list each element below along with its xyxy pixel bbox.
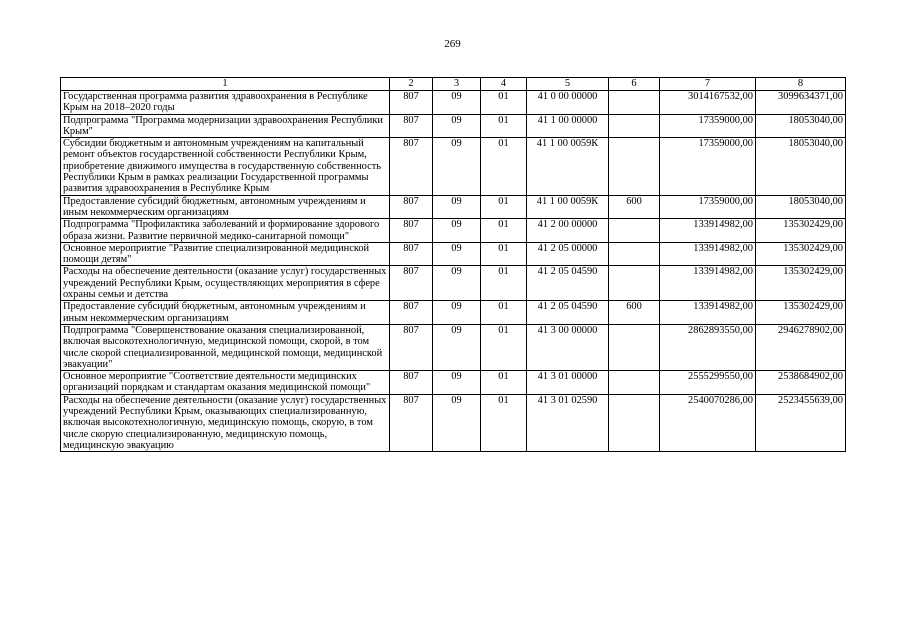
subsection-code: 01 <box>481 195 527 219</box>
ministry-code: 807 <box>390 195 433 219</box>
section-code: 09 <box>433 138 481 195</box>
item-name: Подпрограмма "Программа модернизации здравоохранения Республики Крым" <box>61 114 390 138</box>
expense-type-code: 600 <box>609 301 660 325</box>
target-article-code: 41 3 01 02590 <box>527 394 609 451</box>
subsection-code: 01 <box>481 324 527 370</box>
page-number: 269 <box>444 38 461 50</box>
subsection-code: 01 <box>481 219 527 243</box>
column-header-3: 3 <box>433 78 481 91</box>
column-header-1: 1 <box>61 78 390 91</box>
subsection-code: 01 <box>481 371 527 395</box>
ministry-code: 807 <box>390 242 433 266</box>
expense-type-code <box>609 266 660 301</box>
amount-year-2: 18053040,00 <box>756 138 846 195</box>
amount-year-1: 2540070286,00 <box>660 394 756 451</box>
column-header-2: 2 <box>390 78 433 91</box>
table-row <box>61 242 846 266</box>
subsection-code: 01 <box>481 138 527 195</box>
column-header-5: 5 <box>527 78 609 91</box>
item-name: Субсидии бюджетным и автономным учреждениям на капитальный ремонт объектов государственной собственности Республики Крым, приобретение движимого имущества в государственную собственность Республики Крым в рамках реализации Государственной программы развития здравоохранения в Республике Крым <box>61 138 390 195</box>
table-row <box>61 138 846 195</box>
amount-year-2: 135302429,00 <box>756 242 846 266</box>
amount-year-1: 3014167532,00 <box>660 91 756 115</box>
subsection-code: 01 <box>481 266 527 301</box>
table-row <box>61 114 846 138</box>
table-row <box>61 91 846 115</box>
table-row <box>61 266 846 301</box>
target-article-code: 41 1 00 0059К <box>527 138 609 195</box>
expense-type-code <box>609 242 660 266</box>
ministry-code: 807 <box>390 266 433 301</box>
header-row <box>61 78 846 91</box>
subsection-code: 01 <box>481 91 527 115</box>
amount-year-1: 2862893550,00 <box>660 324 756 370</box>
item-name: Основное мероприятие "Соответствие деятельности медицинских организаций порядкам и стандартам оказания медицинской помощи" <box>61 371 390 395</box>
column-header-6: 6 <box>609 78 660 91</box>
item-name: Подпрограмма "Профилактика заболеваний и формирование здорового образа жизни. Развитие первичной медико-санитарной помощи" <box>61 219 390 243</box>
expense-type-code <box>609 324 660 370</box>
ministry-code: 807 <box>390 394 433 451</box>
expense-type-code <box>609 219 660 243</box>
ministry-code: 807 <box>390 324 433 370</box>
column-header-8: 8 <box>756 78 846 91</box>
amount-year-1: 2555299550,00 <box>660 371 756 395</box>
target-article-code: 41 2 00 00000 <box>527 219 609 243</box>
amount-year-1: 17359000,00 <box>660 195 756 219</box>
expense-type-code <box>609 138 660 195</box>
amount-year-2: 18053040,00 <box>756 195 846 219</box>
column-header-4: 4 <box>481 78 527 91</box>
section-code: 09 <box>433 394 481 451</box>
column-header-7: 7 <box>660 78 756 91</box>
target-article-code: 41 1 00 0059К <box>527 195 609 219</box>
expense-type-code <box>609 114 660 138</box>
expense-type-code <box>609 91 660 115</box>
ministry-code: 807 <box>390 114 433 138</box>
section-code: 09 <box>433 219 481 243</box>
table-row <box>61 324 846 370</box>
subsection-code: 01 <box>481 242 527 266</box>
amount-year-1: 133914982,00 <box>660 219 756 243</box>
budget-table <box>60 77 846 452</box>
target-article-code: 41 3 01 00000 <box>527 371 609 395</box>
table-row <box>61 371 846 395</box>
item-name: Расходы на обеспечение деятельности (оказание услуг) государственных учреждений Республики Крым, осуществляющих мероприятия в сфере охраны семьи и детства <box>61 266 390 301</box>
ministry-code: 807 <box>390 138 433 195</box>
amount-year-2: 2538684902,00 <box>756 371 846 395</box>
amount-year-2: 135302429,00 <box>756 219 846 243</box>
target-article-code: 41 2 05 04590 <box>527 301 609 325</box>
expense-type-code <box>609 371 660 395</box>
amount-year-1: 17359000,00 <box>660 114 756 138</box>
section-code: 09 <box>433 266 481 301</box>
item-name: Государственная программа развития здравоохранения в Республике Крым на 2018–2020 годы <box>61 91 390 115</box>
table-row <box>61 195 846 219</box>
amount-year-1: 133914982,00 <box>660 301 756 325</box>
section-code: 09 <box>433 301 481 325</box>
item-name: Основное мероприятие "Развитие специализированной медицинской помощи детям" <box>61 242 390 266</box>
subsection-code: 01 <box>481 394 527 451</box>
item-name: Предоставление субсидий бюджетным, автономным учреждениям и иным некоммерческим организациям <box>61 301 390 325</box>
subsection-code: 01 <box>481 301 527 325</box>
section-code: 09 <box>433 242 481 266</box>
section-code: 09 <box>433 324 481 370</box>
section-code: 09 <box>433 91 481 115</box>
table-row <box>61 219 846 243</box>
target-article-code: 41 2 05 00000 <box>527 242 609 266</box>
ministry-code: 807 <box>390 91 433 115</box>
table-body <box>61 91 846 452</box>
amount-year-2: 2946278902,00 <box>756 324 846 370</box>
expense-type-code <box>609 394 660 451</box>
table-row <box>61 301 846 325</box>
item-name: Предоставление субсидий бюджетным, автономным учреждениям и иным некоммерческим организациям <box>61 195 390 219</box>
target-article-code: 41 0 00 00000 <box>527 91 609 115</box>
target-article-code: 41 3 00 00000 <box>527 324 609 370</box>
ministry-code: 807 <box>390 301 433 325</box>
section-code: 09 <box>433 195 481 219</box>
amount-year-2: 135302429,00 <box>756 266 846 301</box>
amount-year-2: 18053040,00 <box>756 114 846 138</box>
amount-year-1: 17359000,00 <box>660 138 756 195</box>
ministry-code: 807 <box>390 219 433 243</box>
expense-type-code: 600 <box>609 195 660 219</box>
subsection-code: 01 <box>481 114 527 138</box>
amount-year-1: 133914982,00 <box>660 242 756 266</box>
section-code: 09 <box>433 371 481 395</box>
target-article-code: 41 2 05 04590 <box>527 266 609 301</box>
target-article-code: 41 1 00 00000 <box>527 114 609 138</box>
amount-year-2: 3099634371,00 <box>756 91 846 115</box>
amount-year-1: 133914982,00 <box>660 266 756 301</box>
amount-year-2: 135302429,00 <box>756 301 846 325</box>
item-name: Подпрограмма "Совершенствование оказания специализированной, включая высокотехнологичную, медицинской помощи, скорой, в том числе скорой специализированной, медицинской помощи, медицинской эвакуации" <box>61 324 390 370</box>
ministry-code: 807 <box>390 371 433 395</box>
section-code: 09 <box>433 114 481 138</box>
table-row <box>61 394 846 451</box>
item-name: Расходы на обеспечение деятельности (оказание услуг) государственных учреждений Республики Крым, оказывающих специализированную, включая высокотехнологичную, медицинскую помощь, скорую, в том числе скорую специализированную, медицинскую помощь, медицинскую эвакуацию <box>61 394 390 451</box>
amount-year-2: 2523455639,00 <box>756 394 846 451</box>
